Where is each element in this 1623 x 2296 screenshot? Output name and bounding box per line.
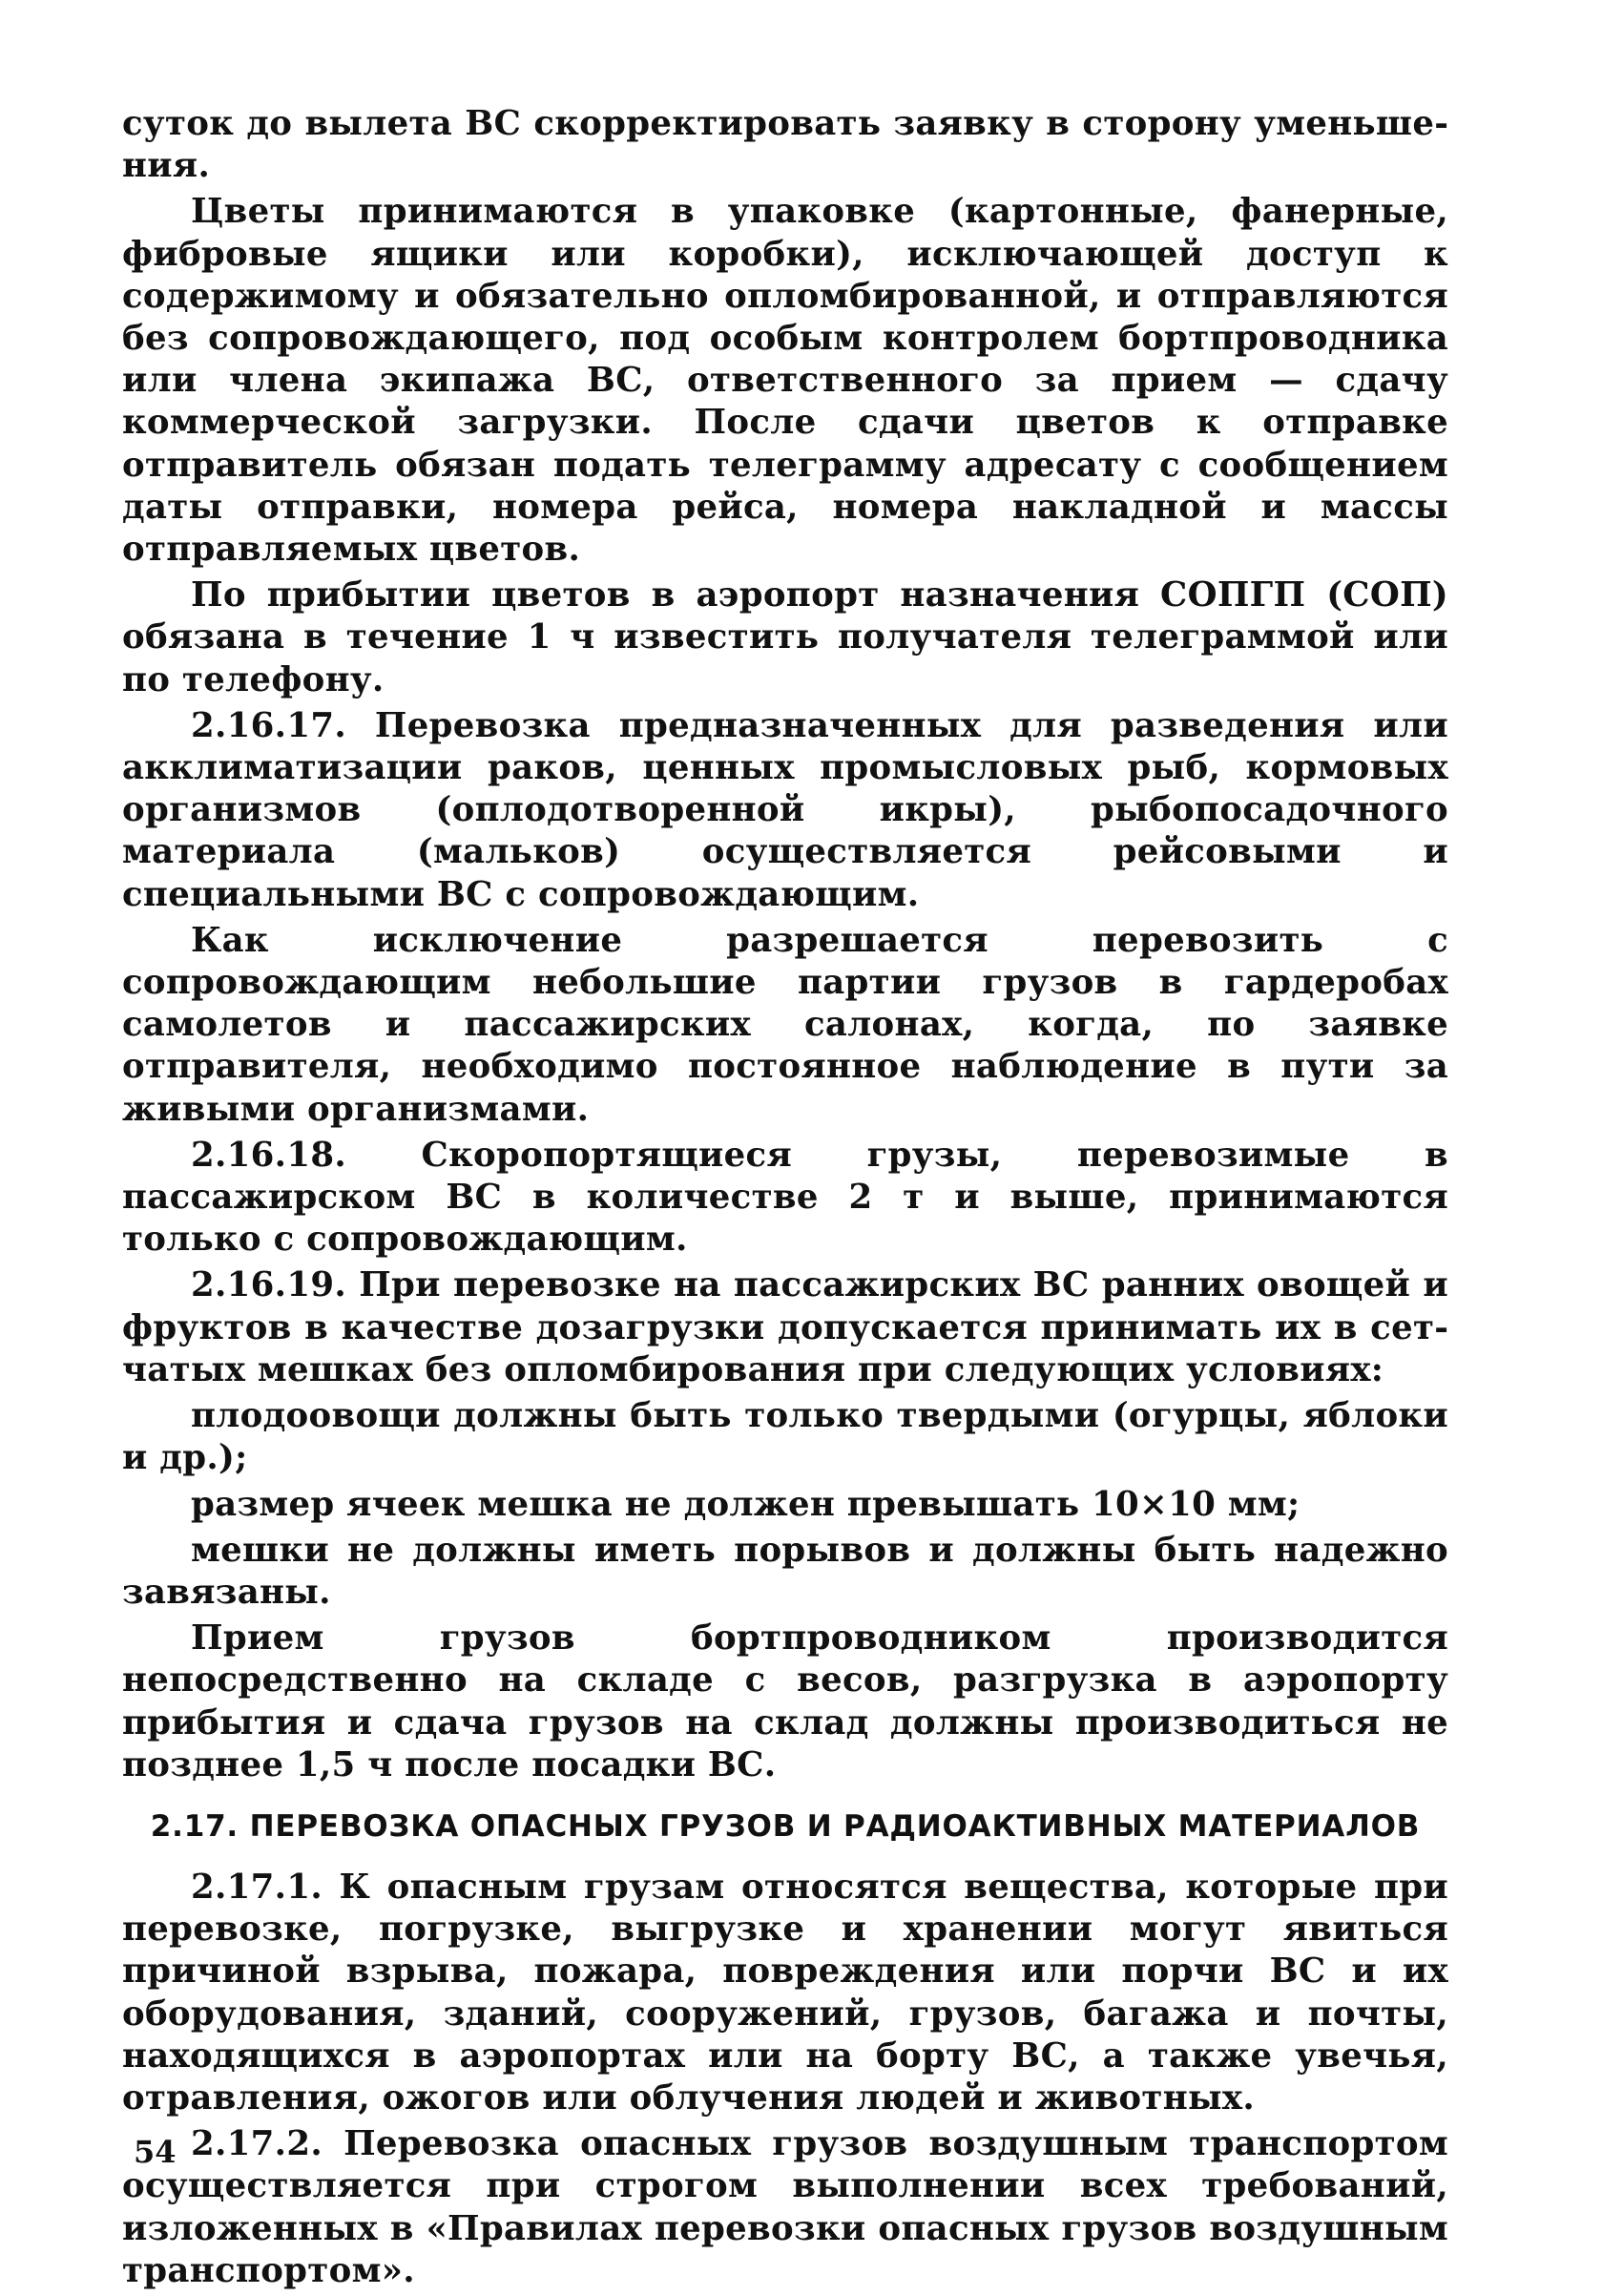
paragraph-acceptance: Прием грузов бортпроводником производится непосредственно на складе с весов, разгрузка в аэропорту прибытия и сдача грузов на склад должны производиться не позднее 1,5 ч после посадки ВС. [122, 1618, 1448, 1785]
paragraph-flowers-packaging: Цветы принимаются в упаковке (картонные, фанерные, фибровые ящики или коробки), исключающей доступ к содержимому и обязательно опломбированной, и отправляются без сопровождающего, под особым контролем бортпроводника или члена экипажа ВС, ответственного за прием — сдачу коммерческой загрузки. После сдачи цветов к отправке отправитель обязан подать телеграмму адресату с сообщением даты отправки, номера рейса, номера накладной и массы отправляемых цветов. [122, 192, 1448, 570]
page-number: 54 [134, 2134, 177, 2170]
paragraph-2-16-18: 2.16.18. Скоропортящиеся грузы, перевозимые в пассажирском ВС в количестве 2 т и выше, принимаются только с сопровождающим. [122, 1135, 1448, 1260]
paragraph-condition-bags: мешки не должны иметь порывов и должны быть надежно завязаны. [122, 1530, 1448, 1612]
paragraph-condition-hard: плодоовощи должны быть только твердыми (огурцы, яблоки и др.); [122, 1396, 1448, 1478]
paragraph-2-16-19: 2.16.19. При перевозке на пассажирских ВС ранних овощей и фруктов в качестве дозагрузки допускается принимать их в сетчатых мешках без опломбирования при следующих условиях: [122, 1265, 1448, 1389]
paragraph-continuation: суток до вылета ВС скорректировать заявку в сторону уменьшения. [122, 104, 1448, 186]
paragraph-2-17-1: 2.17.1. К опасным грузам относятся вещества, которые при перевозке, погрузке, выгрузке и хранении могут явиться причиной взрыва, пожара, повреждения или порчи ВС и их оборудования, зданий, сооружений, грузов, багажа и почты, находящихся в аэропортах или на борту ВС, а также увечья, отравления, ожогов или облучения людей и животных. [122, 1867, 1448, 2118]
paragraph-condition-mesh: размер ячеек мешка не должен превышать 10×10 мм; [191, 1484, 1300, 1524]
document-page [122, 103, 1448, 2296]
paragraph-exception: Как исключение разрешается перевозить с сопровождающим небольшие партии грузов в гардеробах самолетов и пассажирских салонах, когда, по заявке отправителя, необходимо постоянное наблюдение в пути за живыми организмами. [122, 920, 1448, 1129]
paragraph-2-16-17: 2.16.17. Перевозка предназначенных для разведения или акклиматизации раков, ценных промысловых рыб, кормовых организмов (оплодотворенной икры), рыбопосадочного материала (мальков) осуществляется рейсовыми и специальными ВС с сопровождающим. [122, 705, 1448, 914]
section-heading: 2.17. ПЕРЕВОЗКА ОПАСНЫХ ГРУЗОВ И РАДИОАКТИВНЫХ МАТЕРИАЛОВ [150, 1808, 1421, 1844]
paragraph-flowers-arrival: По прибытии цветов в аэропорт назначения СОПГП (СОП) обязана в течение 1 ч известить получателя телеграммой или по телефону. [122, 575, 1448, 699]
paragraph-2-17-2: 2.17.2. Перевозка опасных грузов воздушным транспортом осуществляется при строгом выполнении всех требований, изложенных в «Правилах перевозки опасных грузов воздушным транспортом». [122, 2124, 1448, 2290]
